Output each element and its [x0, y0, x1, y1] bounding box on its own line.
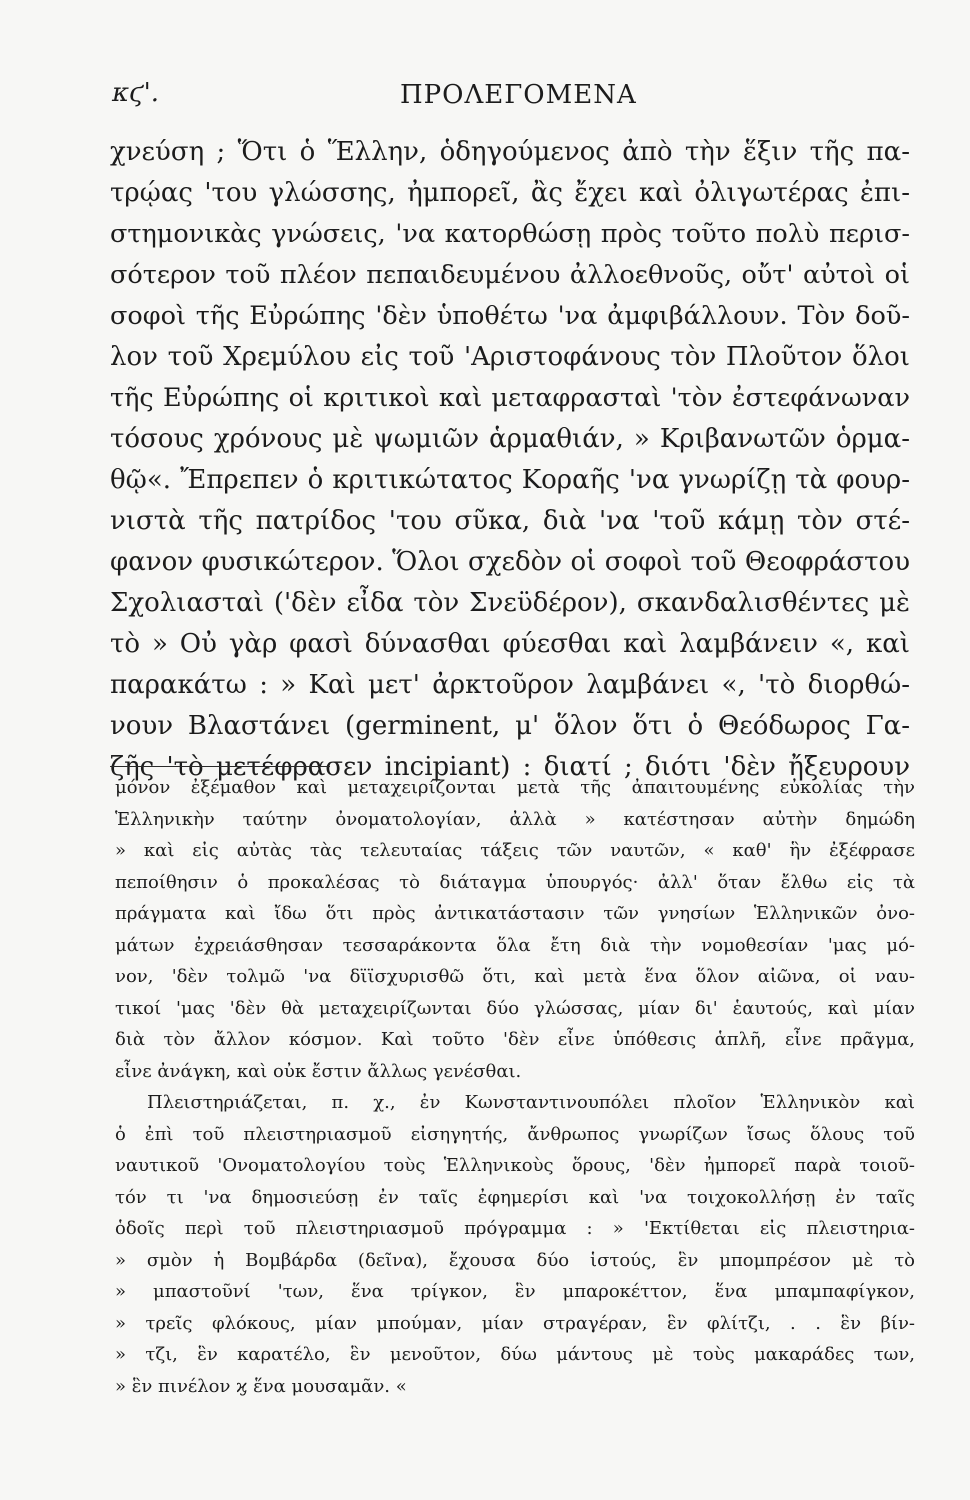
footnote-separator	[110, 766, 330, 767]
footnote-line: » σμὸν ἡ Βομβάρδα (δεῖνα), ἔχουσα δύο ἱστούς, ἓν μπομπρέσον μὲ τὸ	[115, 1249, 915, 1271]
footnote-line: » καὶ εἰς αὐτὰς τὰς τελευταίας τάξεις τῶν ναυτῶν, « καθ' ἣν ἐξέφρασε	[115, 840, 915, 861]
main-text-line: λον τοῦ Χρεμύλου εἰς τοῦ 'Αριστοφάνους τὸν Πλοῦτον ὅλοι	[110, 342, 910, 372]
footnote-line: » ἓν πινέλον ϗ ἕνα μουσαμᾶν. «	[115, 1375, 407, 1397]
main-text-line: τὸ » Οὐ γὰρ φασὶ δύνασθαι φύεσθαι καὶ λαμβάνειν «, καὶ	[110, 629, 910, 659]
main-text-line: θῷ«. Ἔπρεπεν ὁ κριτικώτατος Κοραῆς 'να γνωρίζῃ τὰ φουρ-	[110, 465, 910, 495]
footnote-line: πεποίθησιν ὁ προκαλέσας τὸ διάταγμα ὑπουργός· ἀλλ' ὅταν ἔλθω εἰς τὰ	[115, 871, 915, 893]
main-text-line: παρακάτω : » Καὶ μετ' ἀρκτοῦρον λαμβάνει «, 'τὸ διορθώ-	[110, 670, 910, 700]
footnote-line: μόνον ἐξέμαθον καὶ μεταχειρίζονται μετὰ τῆς ἀπαιτουμένης εὐκολίας τὴν	[115, 777, 915, 798]
footnote-line: νον, 'δὲν τολμῶ 'να δϊϊσχυρισθῶ ὅτι, καὶ μετὰ ἕνα ὅλον αἰῶνα, οἱ ναυ-	[115, 966, 915, 987]
main-text-line: στημονικὰς γνώσεις, 'να κατορθώσῃ πρὸς τοῦτο πολὺ περισ-	[110, 219, 910, 249]
main-text-block	[110, 132, 910, 788]
footnote-line: τόν τι 'να δημοσιεύσῃ ἐν ταῖς ἐφημερίσι καὶ 'να τοιχοκολλήσῃ ἐν ταῖς	[115, 1186, 915, 1208]
page-header	[110, 78, 910, 118]
main-text-line: φανον φυσικώτερον. Ὅλοι σχεδὸν οἱ σοφοὶ τοῦ Θεοφράστου	[110, 547, 910, 577]
main-text-line: τόσους χρόνους μὲ ψωμιῶν ἁρμαθιάν, » Κριβανωτῶν ὁρμα-	[110, 424, 910, 454]
page-number: κϛ'.	[112, 78, 160, 108]
footnote-line: εἶνε ἀνάγκη, καὶ οὐκ ἔστιν ἄλλως γενέσθαι.	[115, 1060, 522, 1082]
main-text-line: τῆς Εὐρώπης οἱ κριτικοὶ καὶ μεταφρασταὶ 'τὸν ἐστεφάνωναν	[110, 383, 910, 413]
footnote-line: ὁδοῖς περὶ τοῦ πλειστηριασμοῦ πρόγραμμα : » 'Εκτίθεται εἰς πλειστηρια-	[115, 1218, 915, 1239]
running-title: ΠΡΟΛΕΓΟΜΕΝΑ	[400, 80, 637, 110]
footnote-line: ναυτικοῦ 'Ονοματολογίου τοὺς Ἑλληνικοὺς ὅρους, 'δὲν ἠμπορεῖ παρὰ τοιοῦ-	[115, 1155, 915, 1176]
main-text-line: νουν Βλαστάνει (germinent, μ' ὅλον ὅτι ὁ Θεόδωρος Γα-	[110, 711, 910, 741]
main-text-line: σότερον τοῦ πλέον πεπαιδευμένου ἀλλοεθνοῦς, οὔτ' αὐτοὶ οἱ	[110, 260, 910, 290]
footnote-line: ὁ ἐπὶ τοῦ πλειστηριασμοῦ εἰσηγητής, ἄνθρωπος γνωρίζων ἴσως ὅλους τοῦ	[115, 1123, 915, 1145]
main-text-line: ζῆς 'τὸ μετέφρασεν incipiant) : διατί ; διότι 'δὲν ἤξευρουν	[110, 752, 910, 782]
footnote-block	[115, 772, 915, 1402]
main-text-line: τρῴας 'του γλώσσης, ἠμπορεῖ, ἂς ἔχει καὶ ὀλιγωτέρας ἐπι-	[110, 178, 910, 208]
footnote-line: Πλειστηριάζεται, π. χ., ἐν Κωνσταντινουπόλει πλοῖον Ἑλληνικὸν καὶ	[147, 1092, 915, 1113]
footnote-line: Ἑλληνικὴν ταύτην ὀνοματολογίαν, ἀλλὰ » κατέστησαν αὐτὴν δημώδη	[115, 808, 915, 830]
footnote-line: διὰ τὸν ἄλλον κόσμον. Καὶ τοῦτο 'δὲν εἶνε ὑπόθεσις ἁπλῆ, εἶνε πρᾶγμα,	[115, 1029, 915, 1050]
footnote-line: » τζι, ἓν καρατέλο, ἓν μενοῦτον, δύω μάντους μὲ τοὺς μακαράδες των,	[115, 1344, 915, 1365]
footnote-line: » τρεῖς φλόκους, μίαν μπούμαν, μίαν στραγέραν, ἓν φλίτζι, . . ἓν βίν-	[115, 1312, 915, 1334]
main-text-line: χνεύση ; Ὅτι ὁ Ἕλλην, ὁδηγούμενος ἀπὸ τὴν ἕξιν τῆς πα-	[110, 137, 910, 167]
main-text-line: νιστὰ τῆς πατρίδος 'του σῦκα, διὰ 'να 'τοῦ κάμῃ τὸν στέ-	[110, 506, 910, 536]
footnote-line: » μπαστοῦνί 'των, ἕνα τρίγκον, ἓν μπαροκέττον, ἕνα μπαμπαφίγκον,	[115, 1281, 915, 1302]
main-text-line: Σχολιασταὶ ('δὲν εἶδα τὸν Σνεϋδέρον), σκανδαλισθέντες μὲ	[110, 588, 910, 618]
footnote-line: πράγματα καὶ ἴδω ὅτι πρὸς ἀντικατάστασιν τῶν γνησίων Ἑλληνικῶν ὀνο-	[115, 903, 915, 924]
footnote-line: τικοί 'μας 'δὲν θὰ μεταχειρίζωνται δύο γλώσσας, μίαν δι' ἑαυτούς, καὶ μίαν	[115, 997, 915, 1019]
main-text-line: σοφοὶ τῆς Εὐρώπης 'δὲν ὑποθέτω 'να ἀμφιβάλλουν. Τὸν δοῦ-	[110, 301, 910, 331]
footnote-line: μάτων ἐχρειάσθησαν τεσσαράκοντα ὅλα ἔτη διὰ τὴν νομοθεσίαν 'μας μό-	[115, 934, 915, 956]
